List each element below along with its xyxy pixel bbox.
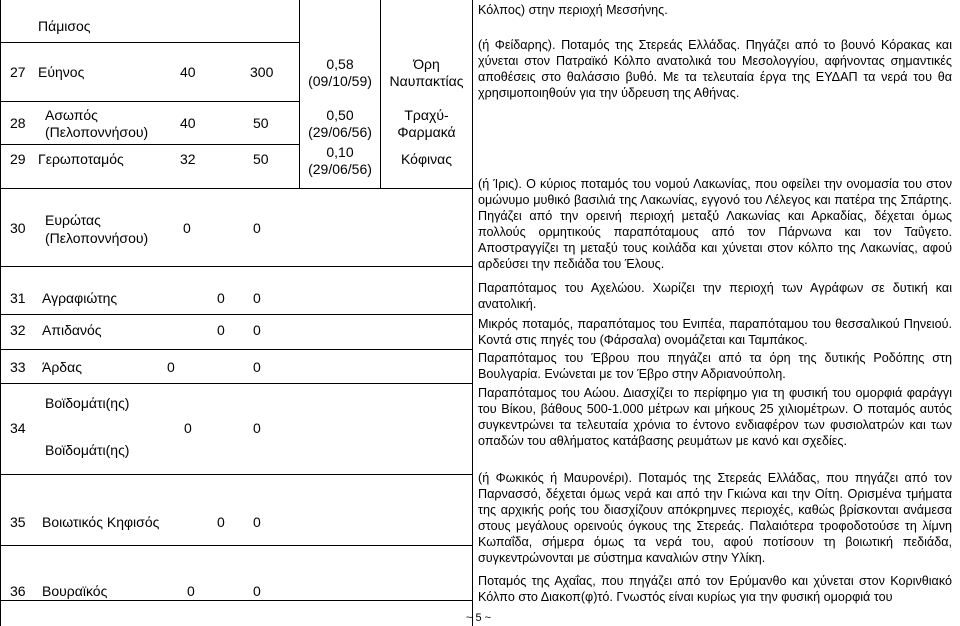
value-2: 0 (253, 359, 261, 375)
description-paragraph: Μικρός ποταμός, παραπόταμος του Ενιπέα, παραπόταμου του θεσσαλικού Πηνειού. Κοντά στις πηγές του (Φάρσαλα) ονομάζεται και Ταμπάκος. (478, 317, 952, 347)
river-name: Άρδας (42, 359, 82, 375)
river-name: Βοϊδομάτι(ης) (45, 442, 130, 458)
location: Τραχύ- (404, 107, 449, 123)
value-1: 0 (217, 290, 225, 306)
river-name: Εύηνος (38, 64, 85, 80)
description-paragraph: (ή Φείδαρης). Ποταμός της Στερεάς Ελλάδας. Πηγάζει από το βουνό Κόρακας και χύνεται στον Πατραϊκό Κόλπο ανατολικά του Μεσολογγίου, αφήνοντας σημαντικές αποθέσεις στο θαλάσσιο βυθό. Με τα τελευταία έργα της ΕΥΔΑΠ τα νερά του θα χρησιμοποιηθούν για την ύδρευση της Αθήνας. (478, 38, 952, 100)
value-1: 0 (167, 359, 175, 375)
page-number: ~ 5 ~ (466, 612, 492, 624)
river-name: Ευρώτας (45, 212, 101, 228)
value-2: 300 (250, 64, 274, 80)
description-paragraph: (ή Φωκικός ή Μαυρονέρι). Ποταμός της Στερεάς Ελλάδας, που πηγάζει από τον Παρνασσό, δέχεται όμως νερά και από την Γκιώνα και την Οίτη. Ορισμένα τμήματα της αρχικής ροής του διασχίζουν απόκρημνες περιοχές, καθώς βρίσκονται ανάμεσα στους μεγάλους ορεινούς όγκους της Στερεάς. Παλαιότερα τροφοδοτούσε τη λίμνη Κωπαΐδα, σήμερα όμως τα νερά του, αφού ποτίσουν τη βοιωτική πεδιάδα, συγκεντρώνονται με σύστημα καναλιών στην Υλίκη. (478, 471, 952, 565)
value-1: 40 (180, 64, 196, 80)
river-name: Βουραϊκός (42, 583, 108, 599)
row-number: 33 (10, 359, 26, 375)
row-number: 29 (10, 151, 26, 167)
location: Όρη (413, 56, 440, 72)
value-1: 0 (217, 514, 225, 530)
value-2: 0 (253, 290, 261, 306)
river-name: Βοιωτικός Κηφισός (42, 514, 160, 530)
measure-value: 0,58 (326, 56, 354, 72)
measure-date: (09/10/59) (308, 73, 372, 89)
river-name: Βοϊδομάτι(ης) (45, 395, 130, 411)
row-number: 28 (10, 115, 26, 131)
value-2: 0 (253, 420, 261, 436)
river-name: (Πελοποννήσου) (45, 124, 149, 140)
value-2: 50 (253, 151, 269, 167)
value-1: 0 (217, 322, 225, 338)
value-1: 0 (183, 220, 191, 236)
value-2: 0 (253, 514, 261, 530)
river-name: Απιδανός (42, 322, 102, 338)
row-number: 31 (10, 290, 26, 306)
value-1: 32 (180, 151, 196, 167)
description-paragraph: (ή Ίρις). Ο κύριος ποταμός του νομού Λακωνίας, που οφείλει την ονομασία του στον ομώνυμο μυθικό βασιλιά της Λακωνίας, εγγονό του Λέλεγος και πατέρα της Σπάρτης. Πηγάζει από την ορεινή περιοχή μεταξύ Λακωνίας και Αρκαδίας, δέχεται όμως πολλούς ορμητικούς παραπόταμους από τον Πάρνωνα και τον Ταΰγετο. Αποστραγγίζει τη μεταξύ τους κοιλάδα και χύνεται στον κόλπο της Λακωνίας, αφού αρδεύσει την πεδιάδα του Έλους. (478, 177, 952, 271)
measure-value: 0,10 (326, 144, 354, 160)
description-paragraph: Παραπόταμος του Αχελώου. Χωρίζει την περιοχή των Αγράφων σε δυτική και ανατολική. (478, 281, 952, 311)
location: Κόφινας (401, 151, 452, 167)
row-number: 30 (10, 220, 26, 236)
description-paragraph: Παραπόταμος του Αώου. Διασχίζει το περίφημο για τη φυσική του ομορφιά φαράγγι του Βίκου, βάθους 500-1.000 μέτρων και μήκους 25 χιλιομέτρων. Ο ποταμός αυτός συγκεντρώνει τα τελευταία χρόνια το έντονο ενδιαφέρον των φυσιολατρών και των οπαδών του αθλήματος κατάβασης ρευμάτων με κανό και σχεδίες. (478, 386, 952, 448)
row-number: 36 (10, 583, 26, 599)
value-2: 0 (253, 322, 261, 338)
location: Φαρμακά (397, 124, 456, 140)
value-1: 0 (184, 420, 192, 436)
measure-date: (29/06/56) (308, 124, 372, 140)
row-number: 35 (10, 514, 26, 530)
river-name: Αγραφιώτης (42, 290, 118, 306)
river-name: (Πελοποννήσου) (45, 230, 149, 246)
row-number: 32 (10, 322, 26, 338)
measure-value: 0,50 (326, 107, 354, 123)
measure-date: (29/06/56) (308, 161, 372, 177)
value-1: 40 (180, 115, 196, 131)
description-paragraph: Ποταμός της Αχαΐας, που πηγάζει από τον Ερύμανθο και χύνεται στον Κορινθιακό Κόλπο στο Διακοπ(φ)τό. Γνωστός είναι κυρίως για την φυσική ομορφιά του (478, 574, 952, 604)
value-2: 0 (253, 220, 261, 236)
value-2: 0 (253, 583, 261, 599)
value-1: 0 (187, 583, 195, 599)
row-number: 34 (10, 420, 26, 436)
river-name: Πάμισος (38, 18, 91, 34)
value-2: 50 (253, 115, 269, 131)
description-paragraph: Κόλπος) στην περιοχή Μεσσήνης. (478, 3, 668, 17)
location: Ναυπακτίας (389, 73, 464, 89)
row-number: 27 (10, 64, 26, 80)
river-name: Γερωποταμός (38, 151, 124, 167)
rivers-table (0, 0, 473, 626)
description-paragraph: Παραπόταμος του Έβρου που πηγάζει από τα όρη της δυτικής Ροδόπης στη Βουλγαρία. Ενώνεται με τον Έβρο στην Αδριανούπολη. (478, 351, 952, 381)
river-name: Ασωπός (45, 107, 98, 123)
